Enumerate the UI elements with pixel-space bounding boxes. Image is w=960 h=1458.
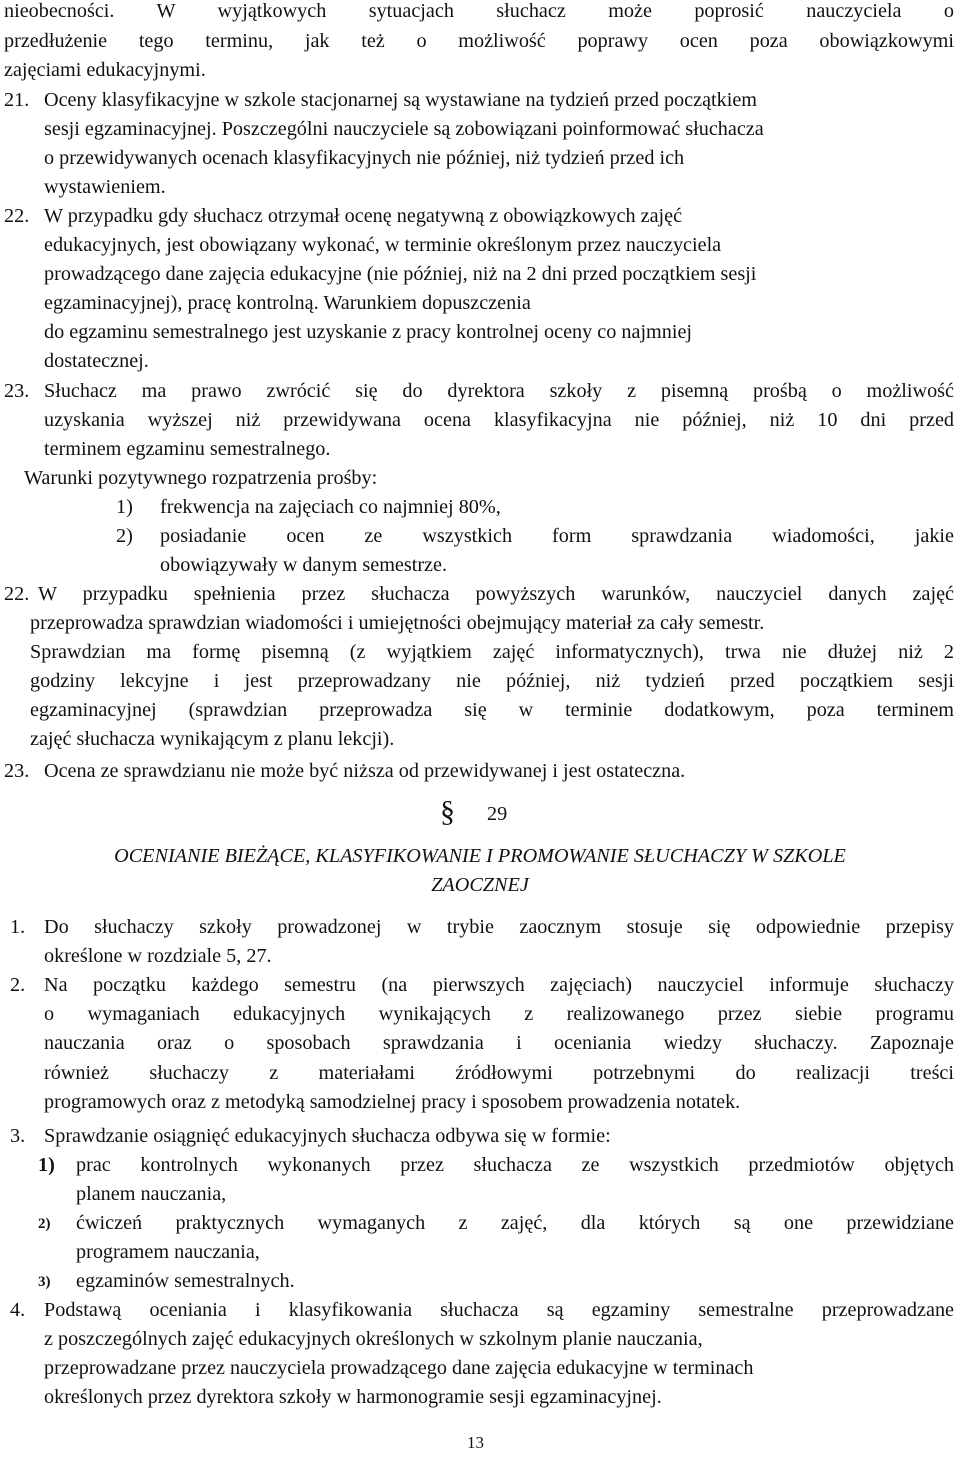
text-line: W przypadku spełnienia przez słuchacza powyższych warunków, nauczyciel danych zajęć (38, 583, 954, 605)
text-line: określonych przez dyrektora szkoły w harmonogramie sesji egzaminacyjnej. (44, 1386, 662, 1408)
text-line: Sprawdzanie osiągnięć edukacyjnych słuchacza odbywa się w formie: (44, 1125, 611, 1147)
item-number: 4. (10, 1299, 26, 1321)
text-line: godziny lekcyjne i jest przeprowadzany nie później, niż tydzień przed początkiem sesji (30, 670, 954, 692)
list-item: obowiązywały w danym semestrze. (160, 554, 448, 576)
text-line: egzaminacyjnej (sprawdzian przeprowadza się w terminie dodatkowym, poza terminem (30, 699, 954, 721)
subitem-number: 2) (38, 1216, 51, 1232)
text-line: nauczania oraz o sposobach sprawdzania i oceniania wiedzy słuchaczy. Zapoznaje (44, 1032, 954, 1054)
text-line: Oceny klasyfikacyjne w szkole stacjonarnej są wystawiane na tydzień przed początkiem (44, 89, 758, 111)
text-line: Do słuchaczy szkoły prowadzonej w trybie zaocznym stosuje się odpowiednie przepisy (44, 916, 954, 938)
subitem-number: 3) (38, 1274, 51, 1290)
section-title-cont: ZAOCZNEJ (431, 874, 529, 896)
text-line: Słuchacz ma prawo zwrócić się do dyrektora szkoły z pisemną prośbą o możliwość (44, 380, 954, 402)
text-line: terminem egzaminu semestralnego. (44, 438, 331, 460)
section-title: OCENIANIE BIEŻĄCE, KLASYFIKOWANIE I PROMOWANIE SŁUCHACZY W SZKOLE (114, 845, 846, 867)
text-line: przedłużenie tego terminu, jak też o możliwość poprawy ocen poza obowiązkowymi (4, 30, 954, 52)
subitem-text: ćwiczeń praktycznych wymaganych z zajęć, dla których są one przewidziane (76, 1212, 954, 1234)
text-line: określone w rozdziale 5, 27. (44, 945, 272, 967)
text-line: z poszczególnych zajęć edukacyjnych określonych w szkolnym planie nauczania, (44, 1328, 703, 1350)
list-number: 1) (116, 496, 133, 518)
page-number: 13 (467, 1433, 484, 1452)
subitem-text: prac kontrolnych wykonanych przez słuchacza ze wszystkich przedmiotów objętych (76, 1154, 954, 1176)
section-number: 29 (487, 803, 508, 825)
subitem-text: planem nauczania, (76, 1183, 227, 1205)
paragraph-number: 23. (4, 380, 30, 402)
text-line: również słuchaczy z materiałami źródłowymi potrzebnymi do realizacji treści (44, 1062, 954, 1084)
list-number: 2) (116, 525, 133, 547)
conditions-heading: Warunki pozytywnego rozpatrzenia prośby: (24, 467, 378, 489)
list-item: posiadanie ocen ze wszystkich form sprawdzania wiadomości, jakie (160, 525, 954, 547)
item-number: 2. (10, 974, 26, 996)
text-line: wystawieniem. (44, 176, 166, 198)
text-line: programowych oraz z metodyką samodzielnej pracy i sposobem prowadzenia notatek. (44, 1091, 741, 1113)
text-line: W przypadku gdy słuchacz otrzymał ocenę negatywną z obowiązkowych zajęć (44, 205, 683, 227)
text-line: Sprawdzian ma formę pisemną (z wyjątkiem zajęć informatycznych), trwa nie dłużej niż 2 (30, 641, 954, 663)
paragraph-number: 22. (4, 583, 30, 605)
text-line: sesji egzaminacyjnej. Poszczególni nauczyciele są zobowiązani poinformować słuchacza (44, 118, 764, 140)
subitem-number: 1) (38, 1154, 55, 1176)
item-number: 1. (10, 916, 26, 938)
paragraph-number: 23. (4, 760, 30, 782)
text-line: do egzaminu semestralnego jest uzyskanie z pracy kontrolnej oceny co najmniej (44, 321, 693, 343)
text-line: egzaminacyjnej), pracę kontrolną. Warunkiem dopuszczenia (44, 292, 531, 314)
text-line: edukacyjnych, jest obowiązany wykonać, w terminie określonym przez nauczyciela (44, 234, 722, 256)
text-line: o wymaganiach edukacyjnych wynikających z realizowanego przez siebie programu (44, 1003, 954, 1025)
text-line: Na początku każdego semestru (na pierwszych zajęciach) nauczyciel informuje słuchaczy (44, 974, 954, 996)
text-line: przeprowadza sprawdzian wiadomości i umiejętności obejmujący materiał za cały semestr. (30, 612, 765, 634)
text-line: zajęciami edukacyjnymi. (4, 59, 206, 81)
text-line: Ocena ze sprawdzianu nie może być niższa od przewidywanej i jest ostateczna. (44, 760, 686, 782)
list-item: frekwencja na zajęciach co najmniej 80%, (160, 496, 501, 518)
text-line: uzyskania wyższej niż przewidywana ocena klasyfikacyjna nie później, niż 10 dni przed (44, 409, 954, 431)
text-line: przeprowadzane przez nauczyciela prowadzącego dane zajęcia edukacyjne w terminach (44, 1357, 754, 1379)
subitem-text: programem nauczania, (76, 1241, 260, 1263)
item-number: 3. (10, 1125, 26, 1147)
subitem-text: egzaminów semestralnych. (76, 1270, 295, 1292)
paragraph-number: 22. (4, 205, 30, 227)
text-line: Podstawą oceniania i klasyfikowania słuchacza są egzaminy semestralne przeprowadzane (44, 1299, 954, 1321)
text-line: dostatecznej. (44, 350, 149, 372)
text-line: zajęć słuchacza wynikającym z planu lekcji). (30, 728, 395, 750)
text-line: o przewidywanych ocenach klasyfikacyjnych nie później, niż tydzień przed ich (44, 147, 685, 169)
text-line: prowadzącego dane zajęcia edukacyjne (nie później, niż na 2 dni przed początkiem sesji (44, 263, 757, 285)
paragraph-number: 21. (4, 89, 30, 111)
text-line: nieobecności. W wyjątkowych sytuacjach słuchacz może poprosić nauczyciela o (4, 0, 954, 22)
section-symbol: § (440, 795, 455, 828)
